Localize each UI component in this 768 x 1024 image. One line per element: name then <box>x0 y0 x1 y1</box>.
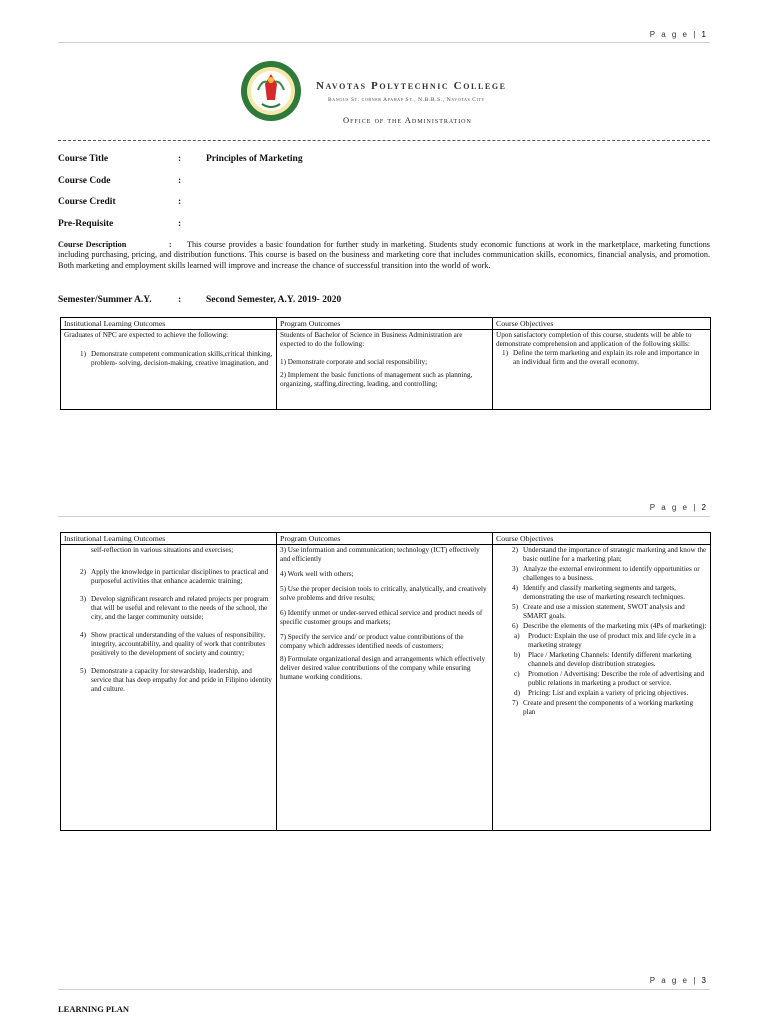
co-item: Describe the elements of the marketing mix (4Ps of marketing): <box>523 622 707 630</box>
po-item: 8) Formulate organizational design and arrangements which effectively deliver desired value contributions of the company while ensuring humane working conditions. <box>280 655 486 681</box>
outcomes-table-page2 <box>60 532 711 831</box>
po-item: 3) Use information and communication; technology (ICT) effectively and efficiently <box>280 546 480 563</box>
ilo-cell: self-reflection in various situations and exercises; 2) Apply the knowledge in particular disciplines to practical and purposeful activities that enhance academic training; 3) Develop significant research and related projects per program that will be useful and relevant to the needs of the school, the city, and the larger community outside; 4) Show practical understanding of the values of responsibility, integrity, accountability, and quality of work that contributes positively to the development of society and country; 5) Demonstrate a capacity for stewardship, leadership, and service that has deep empathy for and pride in Filipino identity and culture. <box>61 545 277 831</box>
page-divider <box>58 516 710 517</box>
header-po: Program Outcomes <box>277 318 493 330</box>
course-title-label: Course Title <box>58 154 109 164</box>
co-item: Identify and classify marketing segments and targets, demonstrating the use of marketing research techniques. <box>523 584 685 601</box>
colon: : <box>178 295 182 305</box>
college-seal-icon <box>240 60 302 122</box>
colon: : <box>178 219 182 229</box>
co-item: Create and use a mission statement, SWOT analysis and SMART goals. <box>523 603 685 620</box>
po-cell: Students of Bachelor of Science in Business Administration are expected to do the following: 1) Demonstrate corporate and social responsibility; 2) Implement the basic functions of management such as planning, organizing, staffing,directing, leading, and controlling; <box>277 330 493 410</box>
college-address: Bangus St. corner Apahap St., N.B.B.S., Navotas City <box>328 97 485 103</box>
header-ilo: Institutional Learning Outcomes <box>61 318 277 330</box>
colon: : <box>178 154 182 164</box>
po-item: 2) Implement the basic functions of management such as planning, organizing, staffing,directing, leading, and controlling; <box>280 371 473 388</box>
po-item: 5) Use the proper decision tools to critically, analytically, and creatively solve problems and drive results; <box>280 585 487 602</box>
course-credit-label: Course Credit <box>58 197 116 207</box>
co-item: Analyze the external environment to identify opportunities or challenges to a business. <box>523 565 700 582</box>
co-subitem: Promotion / Advertising: Describe the role of advertising and public relations in marketing a product or service. <box>528 670 705 687</box>
po-item: 7) Specify the service and/ or product value contributions of the company which addresses identified needs of customers; <box>280 633 464 650</box>
co-subitem: Place / Marketing Channels: Identify different marketing channels and develop distribution strategies. <box>528 651 692 668</box>
header-separator <box>58 140 710 141</box>
co-subitem: Pricing: List and explain a variety of pricing objectives. <box>528 689 689 697</box>
semester-value: Second Semester, A.Y. 2019- 2020 <box>206 295 342 305</box>
course-description-label: Course Description <box>58 240 127 249</box>
learning-plan-heading: LEARNING PLAN <box>58 1004 130 1014</box>
po-item: 1) Demonstrate corporate and social responsibility; <box>280 358 428 366</box>
page-number-2: P a g e | 2 <box>649 503 708 512</box>
po-item: 4) Work well with others; <box>280 570 354 578</box>
ilo-cell: Graduates of NPC are expected to achieve the following: 1) Demonstrate competent communication skills,critical thinking, problem- solving, decision-making, creative imagination, and <box>61 330 277 410</box>
ilo-item: Develop significant research and related projects per program that will be useful and relevant to the needs of the school, the city, and the larger community outside; <box>91 595 269 621</box>
header-co: Course Objectives <box>493 533 711 545</box>
ilo-item: Demonstrate competent communication skills,critical thinking, problem- solving, decision-making, creative imagination, and <box>91 350 273 367</box>
colon: : <box>178 176 182 186</box>
course-code-label: Course Code <box>58 176 111 186</box>
letterhead <box>240 60 540 130</box>
co-item: Define the term marketing and explain its role and importance in an individual firm and the overall economy. <box>513 349 700 366</box>
co-item: Create and present the components of a working marketing plan <box>523 699 694 716</box>
header-po: Program Outcomes <box>277 533 493 545</box>
outcomes-table-page1 <box>60 317 711 410</box>
colon: : <box>178 197 182 207</box>
po-item: 6) Identify unmet or under-served ethical service and product needs of specific customer groups and markets; <box>280 609 483 626</box>
page-divider <box>58 989 710 990</box>
header-ilo: Institutional Learning Outcomes <box>61 533 277 545</box>
semester-label: Semester/Summer A.Y. <box>58 295 152 305</box>
office-name: Office of the Administration <box>343 115 472 125</box>
college-name: Navotas Polytechnic College <box>316 80 507 92</box>
ilo-item: Show practical understanding of the values of responsibility, integrity, accountability, and quality of work that contributes positively to the development of society and country; <box>91 631 266 657</box>
page-number-1: P a g e | 1 <box>649 30 708 39</box>
po-cell <box>277 545 493 831</box>
co-item: Understand the importance of strategic marketing and know the basic outline for a marketing plan; <box>523 546 707 563</box>
course-description-text: This course provides a basic foundation for further study in marketing. Students study economic functions at work in the marketplace, marketing functions including purchasing, pricing, and distribution functions. This course is based on the business and marketing core that includes communication skills, economics, financial analysis, and promotion. Both marketing and employment skills learned will improve and increase the chance of successful transition into the world of work. <box>58 240 710 270</box>
co-subitem: Product: Explain the use of product mix and life cycle in a marketing strategy <box>528 632 696 649</box>
course-description: Course Description : This course provides a basic foundation for further study in marketing. Students study economic functions at work in the marketplace, marketing functions including purchasing, pricing, and distribution functions. This course is based on the business and marketing core that includes communication skills, economics, financial analysis, and promotion. Both marketing and employment skills learned will improve and increase the chance of successful transition into the world of work. <box>58 240 710 270</box>
page-number-3: P a g e | 3 <box>649 976 708 985</box>
ilo-item: Apply the knowledge in particular disciplines to practical and purposeful activities that enhance academic training; <box>91 568 269 585</box>
ilo-item: Demonstrate a capacity for stewardship, leadership, and service that has deep empathy for and pride in Filipino identity and culture. <box>91 667 272 693</box>
header-co: Course Objectives <box>493 318 711 330</box>
co-cell: Upon satisfactory completion of this course, students will be able to demonstrate comprehension and application of the following skills: 1) Define the term marketing and explain its role and importance in an individual firm and the overall economy. <box>493 330 711 410</box>
ilo-continued: self-reflection in various situations and exercises; <box>91 546 234 554</box>
page-divider <box>58 42 710 43</box>
course-title-value: Principles of Marketing <box>206 154 303 164</box>
prerequisite-label: Pre-Requisite <box>58 219 114 229</box>
co-cell: 2) Understand the importance of strategic marketing and know the basic outline for a marketing plan; 3) Analyze the external environment to identify opportunities or challenges to a business. 4) Identify and classify marketing segments and targets, demonstrating the use of marketing research techniques. 5) Create and use a mission statement, SWOT analysis and SMART goals. 6) Describe the elements of the marketing mix (4Ps of marketing): a) Product: Explain the use of product mix and life cycle in a marketing strategy b) Place / Marketing Channels: Identify different marketing channels and develop distribution strategies. c) Promotion / Advertising: Describe the role of advertising and public relations in marketing a product or service. d) Pricing: List and explain a variety of pricing objectives. 7) Create and present the components of a working marketing plan <box>493 545 711 831</box>
